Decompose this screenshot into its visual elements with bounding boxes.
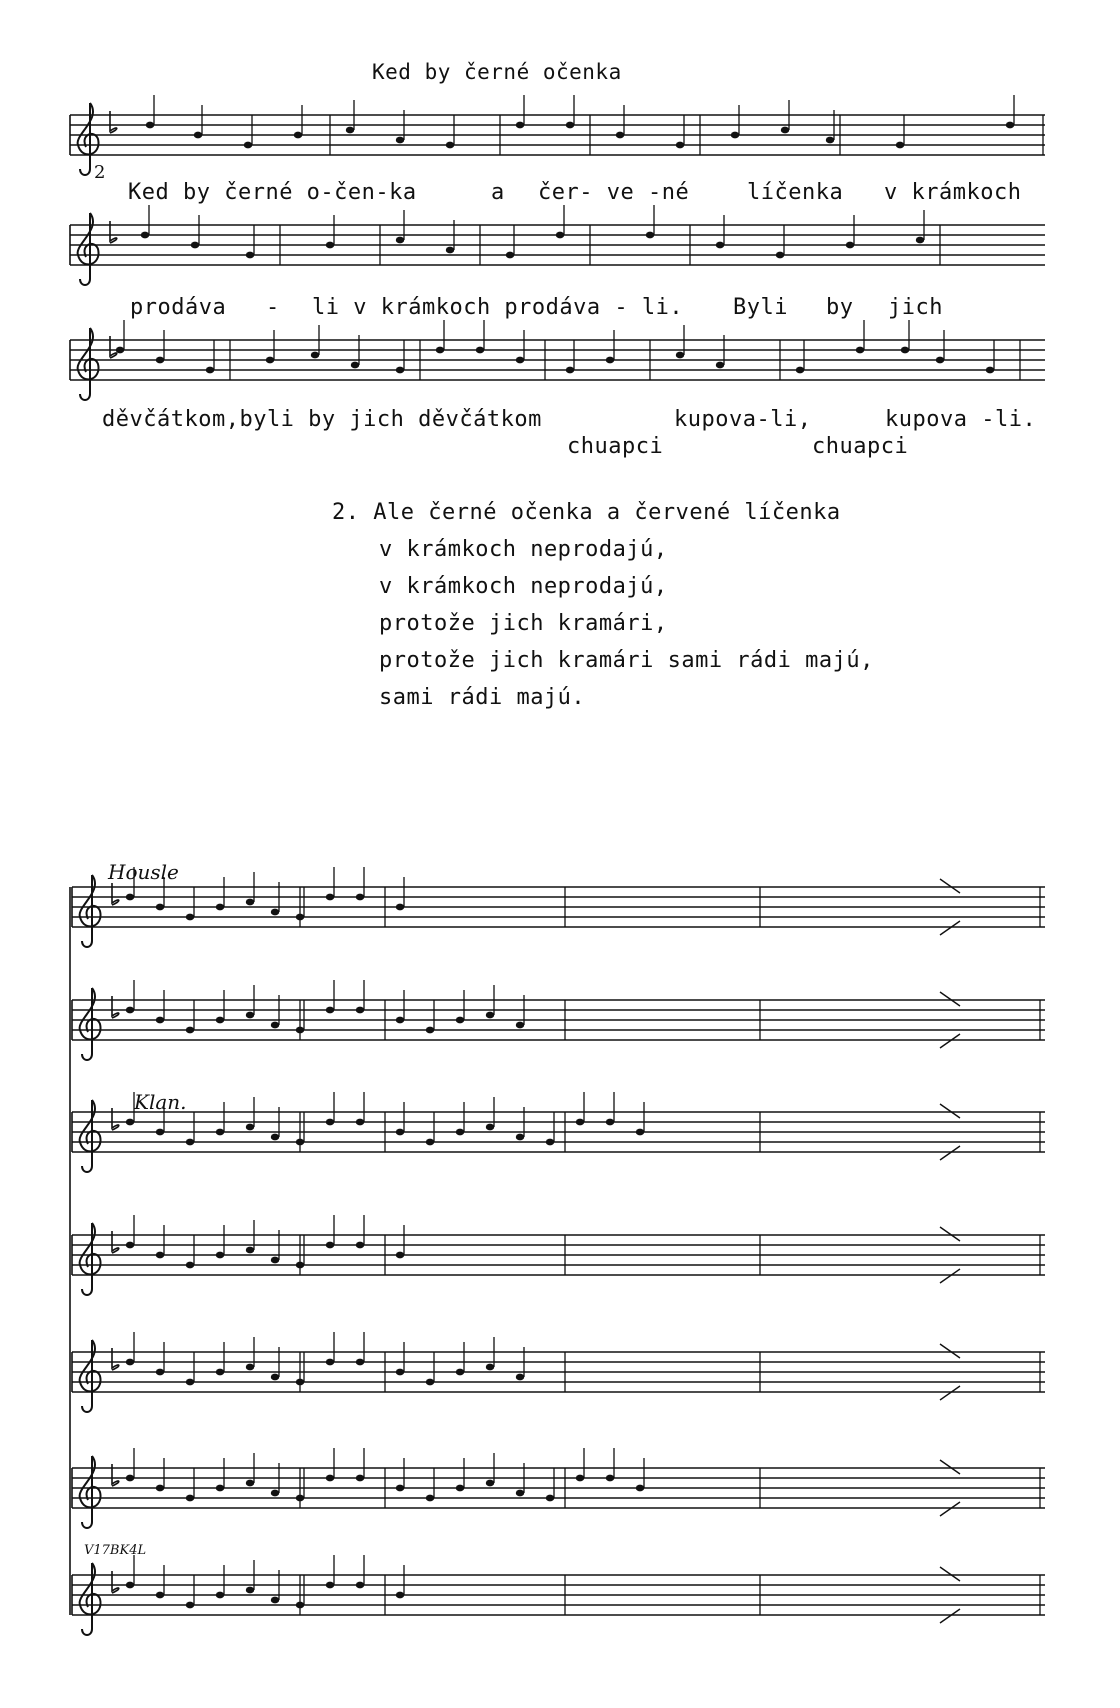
note-head — [126, 1119, 134, 1126]
hairpin-icon — [940, 992, 960, 1048]
note-head — [351, 362, 359, 369]
note-head — [436, 347, 444, 354]
note-head — [271, 1374, 279, 1381]
score-notes-3 — [126, 1092, 644, 1145]
note-head — [396, 1129, 404, 1136]
treble-clef-icon — [78, 328, 99, 400]
note-head — [356, 1242, 364, 1249]
score-staff-2 — [72, 988, 1045, 1060]
note-head — [646, 232, 654, 239]
score-notes-4 — [126, 1215, 404, 1268]
song-notes-3 — [116, 320, 994, 373]
note-head — [266, 357, 274, 364]
note-head — [296, 1262, 304, 1269]
note-head — [186, 914, 194, 921]
note-head — [271, 1022, 279, 1029]
note-head — [326, 894, 334, 901]
note-head — [636, 1485, 644, 1492]
song-title: Ked by černé očenka — [372, 60, 622, 84]
note-head — [296, 914, 304, 921]
lyric-fragment: a — [491, 180, 505, 205]
flat-sign-icon — [112, 883, 119, 905]
note-head — [566, 122, 574, 129]
score-notes-7 — [126, 1555, 404, 1608]
instrument-label-klan: Klan. — [134, 1090, 187, 1114]
lyrics-line-3 — [0, 407, 1120, 437]
verse-line: v krámkoch neprodajú, — [379, 537, 668, 562]
note-head — [141, 232, 149, 239]
note-head — [916, 237, 924, 244]
note-head — [456, 1017, 464, 1024]
note-head — [901, 347, 909, 354]
song-staff-3 — [70, 328, 1045, 400]
lyric-fragment: chuapci — [812, 434, 909, 459]
verse-line: protože jich kramári sami rádi majú, — [379, 648, 874, 673]
note-head — [326, 1475, 334, 1482]
lyrics-line-1 — [0, 180, 1120, 210]
note-head — [246, 1587, 254, 1594]
note-head — [456, 1485, 464, 1492]
note-head — [546, 1139, 554, 1146]
note-head — [426, 1139, 434, 1146]
note-head — [516, 1134, 524, 1141]
note-head — [326, 1582, 334, 1589]
note-head — [476, 347, 484, 354]
note-head — [426, 1027, 434, 1034]
note-head — [856, 347, 864, 354]
hairpin-icon — [940, 1104, 960, 1160]
note-head — [456, 1369, 464, 1376]
lyrics-line-2 — [0, 295, 1120, 325]
flat-sign-icon — [112, 1231, 119, 1253]
note-head — [936, 357, 944, 364]
note-head — [846, 242, 854, 249]
score-staff-5 — [72, 1340, 1045, 1412]
treble-clef-icon — [80, 875, 101, 947]
note-head — [156, 904, 164, 911]
note-head — [186, 1379, 194, 1386]
bass-annotation: V17BK4L — [84, 1543, 147, 1558]
song-staves — [0, 0, 1120, 440]
score-staff-1 — [72, 875, 1045, 947]
note-head — [186, 1495, 194, 1502]
note-head — [426, 1379, 434, 1386]
note-head — [186, 1262, 194, 1269]
song-staff-1 — [70, 103, 1045, 175]
note-head — [186, 1027, 194, 1034]
hairpin-icon — [940, 879, 960, 935]
note-head — [356, 1359, 364, 1366]
note-head — [246, 1247, 254, 1254]
note-head — [516, 357, 524, 364]
note-head — [126, 1007, 134, 1014]
hairpin-icon — [940, 1344, 960, 1400]
verse-line: v krámkoch neprodajú, — [379, 574, 668, 599]
score-staff-7 — [72, 1563, 1045, 1635]
note-head — [606, 357, 614, 364]
note-head — [546, 1495, 554, 1502]
note-head — [194, 132, 202, 139]
note-head — [606, 1119, 614, 1126]
lyric-fragment: Ked by černé o-čen-ka — [128, 180, 417, 205]
lyric-fragment: v krámkoch — [884, 180, 1022, 205]
note-head — [486, 1480, 494, 1487]
note-head — [296, 1495, 304, 1502]
note-head — [216, 904, 224, 911]
note-head — [126, 1359, 134, 1366]
treble-clef-icon — [80, 1456, 101, 1528]
flat-sign-icon — [112, 996, 119, 1018]
note-head — [246, 1480, 254, 1487]
verse-2 — [332, 494, 874, 716]
note-head — [156, 1252, 164, 1259]
lyric-fragment: Byli — [733, 295, 788, 320]
note-head — [156, 1017, 164, 1024]
note-head — [396, 1592, 404, 1599]
note-head — [356, 1582, 364, 1589]
note-head — [781, 127, 789, 134]
note-head — [326, 1119, 334, 1126]
note-head — [294, 132, 302, 139]
song-staff-2 — [70, 213, 1045, 285]
note-head — [446, 247, 454, 254]
note-head — [326, 242, 334, 249]
note-head — [396, 367, 404, 374]
note-head — [396, 1017, 404, 1024]
flat-sign-icon — [112, 1571, 119, 1593]
score-staff-3 — [72, 1100, 1045, 1172]
note-head — [486, 1364, 494, 1371]
note-head — [556, 232, 564, 239]
note-head — [426, 1495, 434, 1502]
note-head — [216, 1369, 224, 1376]
flat-sign-icon — [112, 1464, 119, 1486]
lyric-fragment: čer- ve -né — [538, 180, 690, 205]
instrument-label-housle: Housle — [108, 860, 179, 884]
verse-text: Ale černé očenka a červené líčenka — [373, 500, 841, 525]
treble-clef-icon — [78, 213, 99, 285]
note-head — [616, 132, 624, 139]
note-head — [516, 122, 524, 129]
note-head — [516, 1490, 524, 1497]
note-head — [156, 1592, 164, 1599]
note-head — [186, 1139, 194, 1146]
note-head — [396, 137, 404, 144]
time-signature: 2 — [94, 162, 106, 183]
note-head — [216, 1592, 224, 1599]
note-head — [676, 142, 684, 149]
treble-clef-icon — [80, 1563, 101, 1635]
note-head — [146, 122, 154, 129]
note-head — [126, 1475, 134, 1482]
note-head — [311, 352, 319, 359]
lyric-fragment: jich — [888, 295, 943, 320]
note-head — [326, 1007, 334, 1014]
note-head — [506, 252, 514, 259]
note-head — [244, 142, 252, 149]
lyric-fragment: kupova -li. — [885, 407, 1037, 432]
note-head — [186, 1602, 194, 1609]
score-staff-4 — [72, 1223, 1045, 1295]
note-head — [986, 367, 994, 374]
lyric-fragment: - — [266, 295, 280, 320]
lyric-fragment: chuapci — [567, 434, 664, 459]
note-head — [896, 142, 904, 149]
note-head — [116, 347, 124, 354]
note-head — [356, 1475, 364, 1482]
note-head — [271, 1134, 279, 1141]
note-head — [326, 1359, 334, 1366]
note-head — [271, 1257, 279, 1264]
note-head — [516, 1022, 524, 1029]
hairpin-icon — [940, 1227, 960, 1283]
note-head — [296, 1602, 304, 1609]
note-head — [296, 1027, 304, 1034]
lyric-fragment: děvčátkom,byli by jich děvčátkom — [102, 407, 542, 432]
song-notes-2 — [141, 205, 924, 258]
note-head — [796, 367, 804, 374]
note-head — [156, 1129, 164, 1136]
note-head — [216, 1485, 224, 1492]
note-head — [296, 1139, 304, 1146]
flat-sign-icon — [112, 1348, 119, 1370]
note-head — [246, 252, 254, 259]
note-head — [216, 1017, 224, 1024]
note-head — [246, 1124, 254, 1131]
note-head — [246, 1012, 254, 1019]
note-head — [216, 1252, 224, 1259]
verse-number: 2. — [332, 500, 360, 525]
treble-clef-icon — [80, 1100, 101, 1172]
song-notes-1 — [146, 95, 1014, 148]
note-head — [271, 1597, 279, 1604]
lyric-fragment: prodáva — [130, 295, 227, 320]
lyric-fragment: kupova-li, — [674, 407, 812, 432]
verse-line — [332, 494, 874, 531]
note-head — [576, 1119, 584, 1126]
score-notes-5 — [126, 1332, 524, 1385]
note-head — [271, 909, 279, 916]
note-head — [216, 1129, 224, 1136]
verse-line: protože jich kramári, — [379, 611, 668, 636]
note-head — [1006, 122, 1014, 129]
note-head — [456, 1129, 464, 1136]
note-head — [716, 362, 724, 369]
note-head — [636, 1129, 644, 1136]
note-head — [126, 894, 134, 901]
treble-clef-icon — [80, 1223, 101, 1295]
treble-clef-icon — [80, 988, 101, 1060]
note-head — [396, 1485, 404, 1492]
treble-clef-icon — [80, 1340, 101, 1412]
note-head — [246, 1364, 254, 1371]
note-head — [776, 252, 784, 259]
note-head — [156, 1369, 164, 1376]
note-head — [676, 352, 684, 359]
note-head — [356, 894, 364, 901]
note-head — [191, 242, 199, 249]
flat-sign-icon — [112, 1108, 119, 1130]
score-notes-2 — [126, 980, 524, 1033]
lyric-fragment: li v krámkoch prodáva - li. — [312, 295, 684, 320]
note-head — [326, 1242, 334, 1249]
lyric-fragment: líčenka — [747, 180, 844, 205]
note-head — [716, 242, 724, 249]
note-head — [566, 367, 574, 374]
hairpin-icon — [940, 1567, 960, 1623]
note-head — [356, 1119, 364, 1126]
note-head — [156, 357, 164, 364]
note-head — [271, 1490, 279, 1497]
note-head — [126, 1582, 134, 1589]
note-head — [446, 142, 454, 149]
verse-line: sami rádi majú. — [379, 685, 586, 710]
score-notes-6 — [126, 1448, 644, 1501]
note-head — [731, 132, 739, 139]
note-head — [346, 127, 354, 134]
note-head — [356, 1007, 364, 1014]
note-head — [396, 1252, 404, 1259]
lyrics-line-3-alternate — [0, 434, 1120, 464]
note-head — [206, 367, 214, 374]
note-head — [296, 1379, 304, 1386]
note-head — [126, 1242, 134, 1249]
note-head — [486, 1124, 494, 1131]
note-head — [246, 899, 254, 906]
note-head — [486, 1012, 494, 1019]
note-head — [156, 1485, 164, 1492]
note-head — [826, 137, 834, 144]
note-head — [516, 1374, 524, 1381]
note-head — [576, 1475, 584, 1482]
score-staff-6 — [72, 1456, 1045, 1528]
lyric-fragment: by — [826, 295, 854, 320]
note-head — [606, 1475, 614, 1482]
note-head — [396, 237, 404, 244]
note-head — [396, 904, 404, 911]
note-head — [396, 1369, 404, 1376]
hairpin-icon — [940, 1460, 960, 1516]
